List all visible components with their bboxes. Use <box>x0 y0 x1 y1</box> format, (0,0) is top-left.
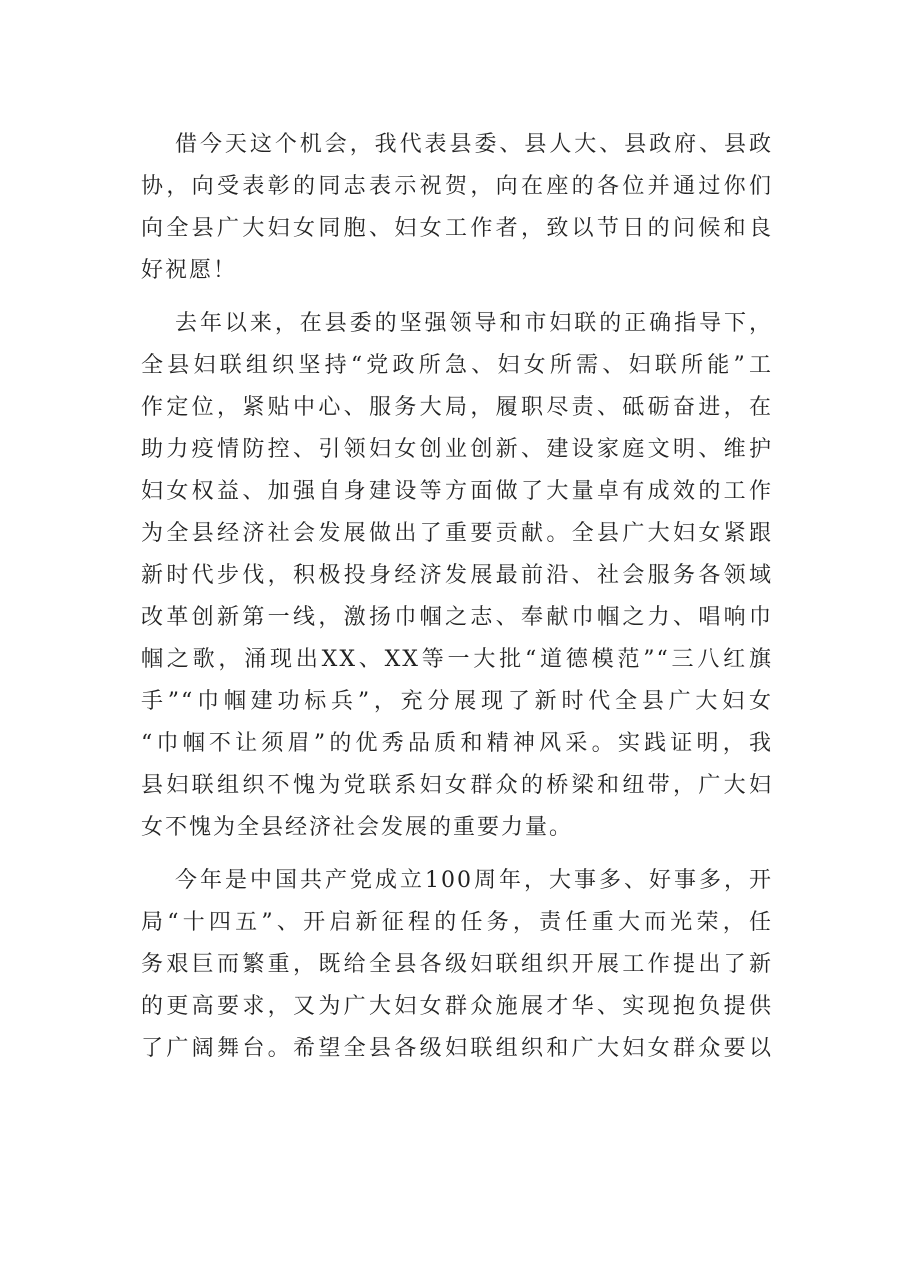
text-line: 助力疫情防控、引领妇女创业创新、建设家庭文明、维护 <box>141 437 773 462</box>
text-line: 作定位，紧贴中心、服务大局，履职尽责、砥砺奋进，在 <box>141 395 773 420</box>
text-line: 改革创新第一线，激扬巾帼之志、奉献巾帼之力、唱响巾 <box>141 605 773 630</box>
document-body <box>141 124 773 1081</box>
text-line: 今年是中国共产党成立100周年，大事多、好事多，开 <box>175 868 773 893</box>
paragraph-1 <box>141 124 773 292</box>
text-line: 全县妇联组织坚持“党政所急、妇女所需、妇联所能”工 <box>141 353 773 378</box>
paragraph-2 <box>141 303 773 849</box>
text-line: 为全县经济社会发展做出了重要贡献。全县广大妇女紧跟 <box>141 521 773 546</box>
text-line: 局“十四五”、开启新征程的任务，责任重大而光荣，任 <box>141 910 773 935</box>
text-line: 手”“巾帼建功标兵”，充分展现了新时代全县广大妇女 <box>141 689 773 714</box>
text-line: “巾帼不让须眉”的优秀品质和精神风采。实践证明，我 <box>141 731 773 756</box>
text-line: 协，向受表彰的同志表示祝贺，向在座的各位并通过你们 <box>141 174 773 199</box>
text-line: 借今天这个机会，我代表县委、县人大、县政府、县政 <box>175 132 773 157</box>
paragraph-3 <box>141 860 773 1070</box>
text-line: 妇女权益、加强自身建设等方面做了大量卓有成效的工作 <box>141 479 773 504</box>
text-line: 去年以来，在县委的坚强领导和市妇联的正确指导下， <box>175 311 773 336</box>
text-line: 帼之歌，涌现出XX、XX等一大批“道德模范”“三八红旗 <box>141 647 773 672</box>
text-line: 向全县广大妇女同胞、妇女工作者，致以节日的问候和良 <box>141 216 773 241</box>
text-line: 女不愧为全县经济社会发展的重要力量。 <box>141 815 574 840</box>
text-line: 新时代步伐，积极投身经济发展最前沿、社会服务各领域 <box>141 563 773 588</box>
text-line: 好祝愿！ <box>141 258 238 283</box>
text-line: 县妇联组织不愧为党联系妇女群众的桥梁和纽带，广大妇 <box>141 773 773 798</box>
text-line: 的更高要求，又为广大妇女群众施展才华、实现抱负提供 <box>141 994 773 1019</box>
text-line: 务艰巨而繁重，既给全县各级妇联组织开展工作提出了新 <box>141 952 773 977</box>
text-line: 了广阔舞台。希望全县各级妇联组织和广大妇女群众要以 <box>141 1036 773 1061</box>
